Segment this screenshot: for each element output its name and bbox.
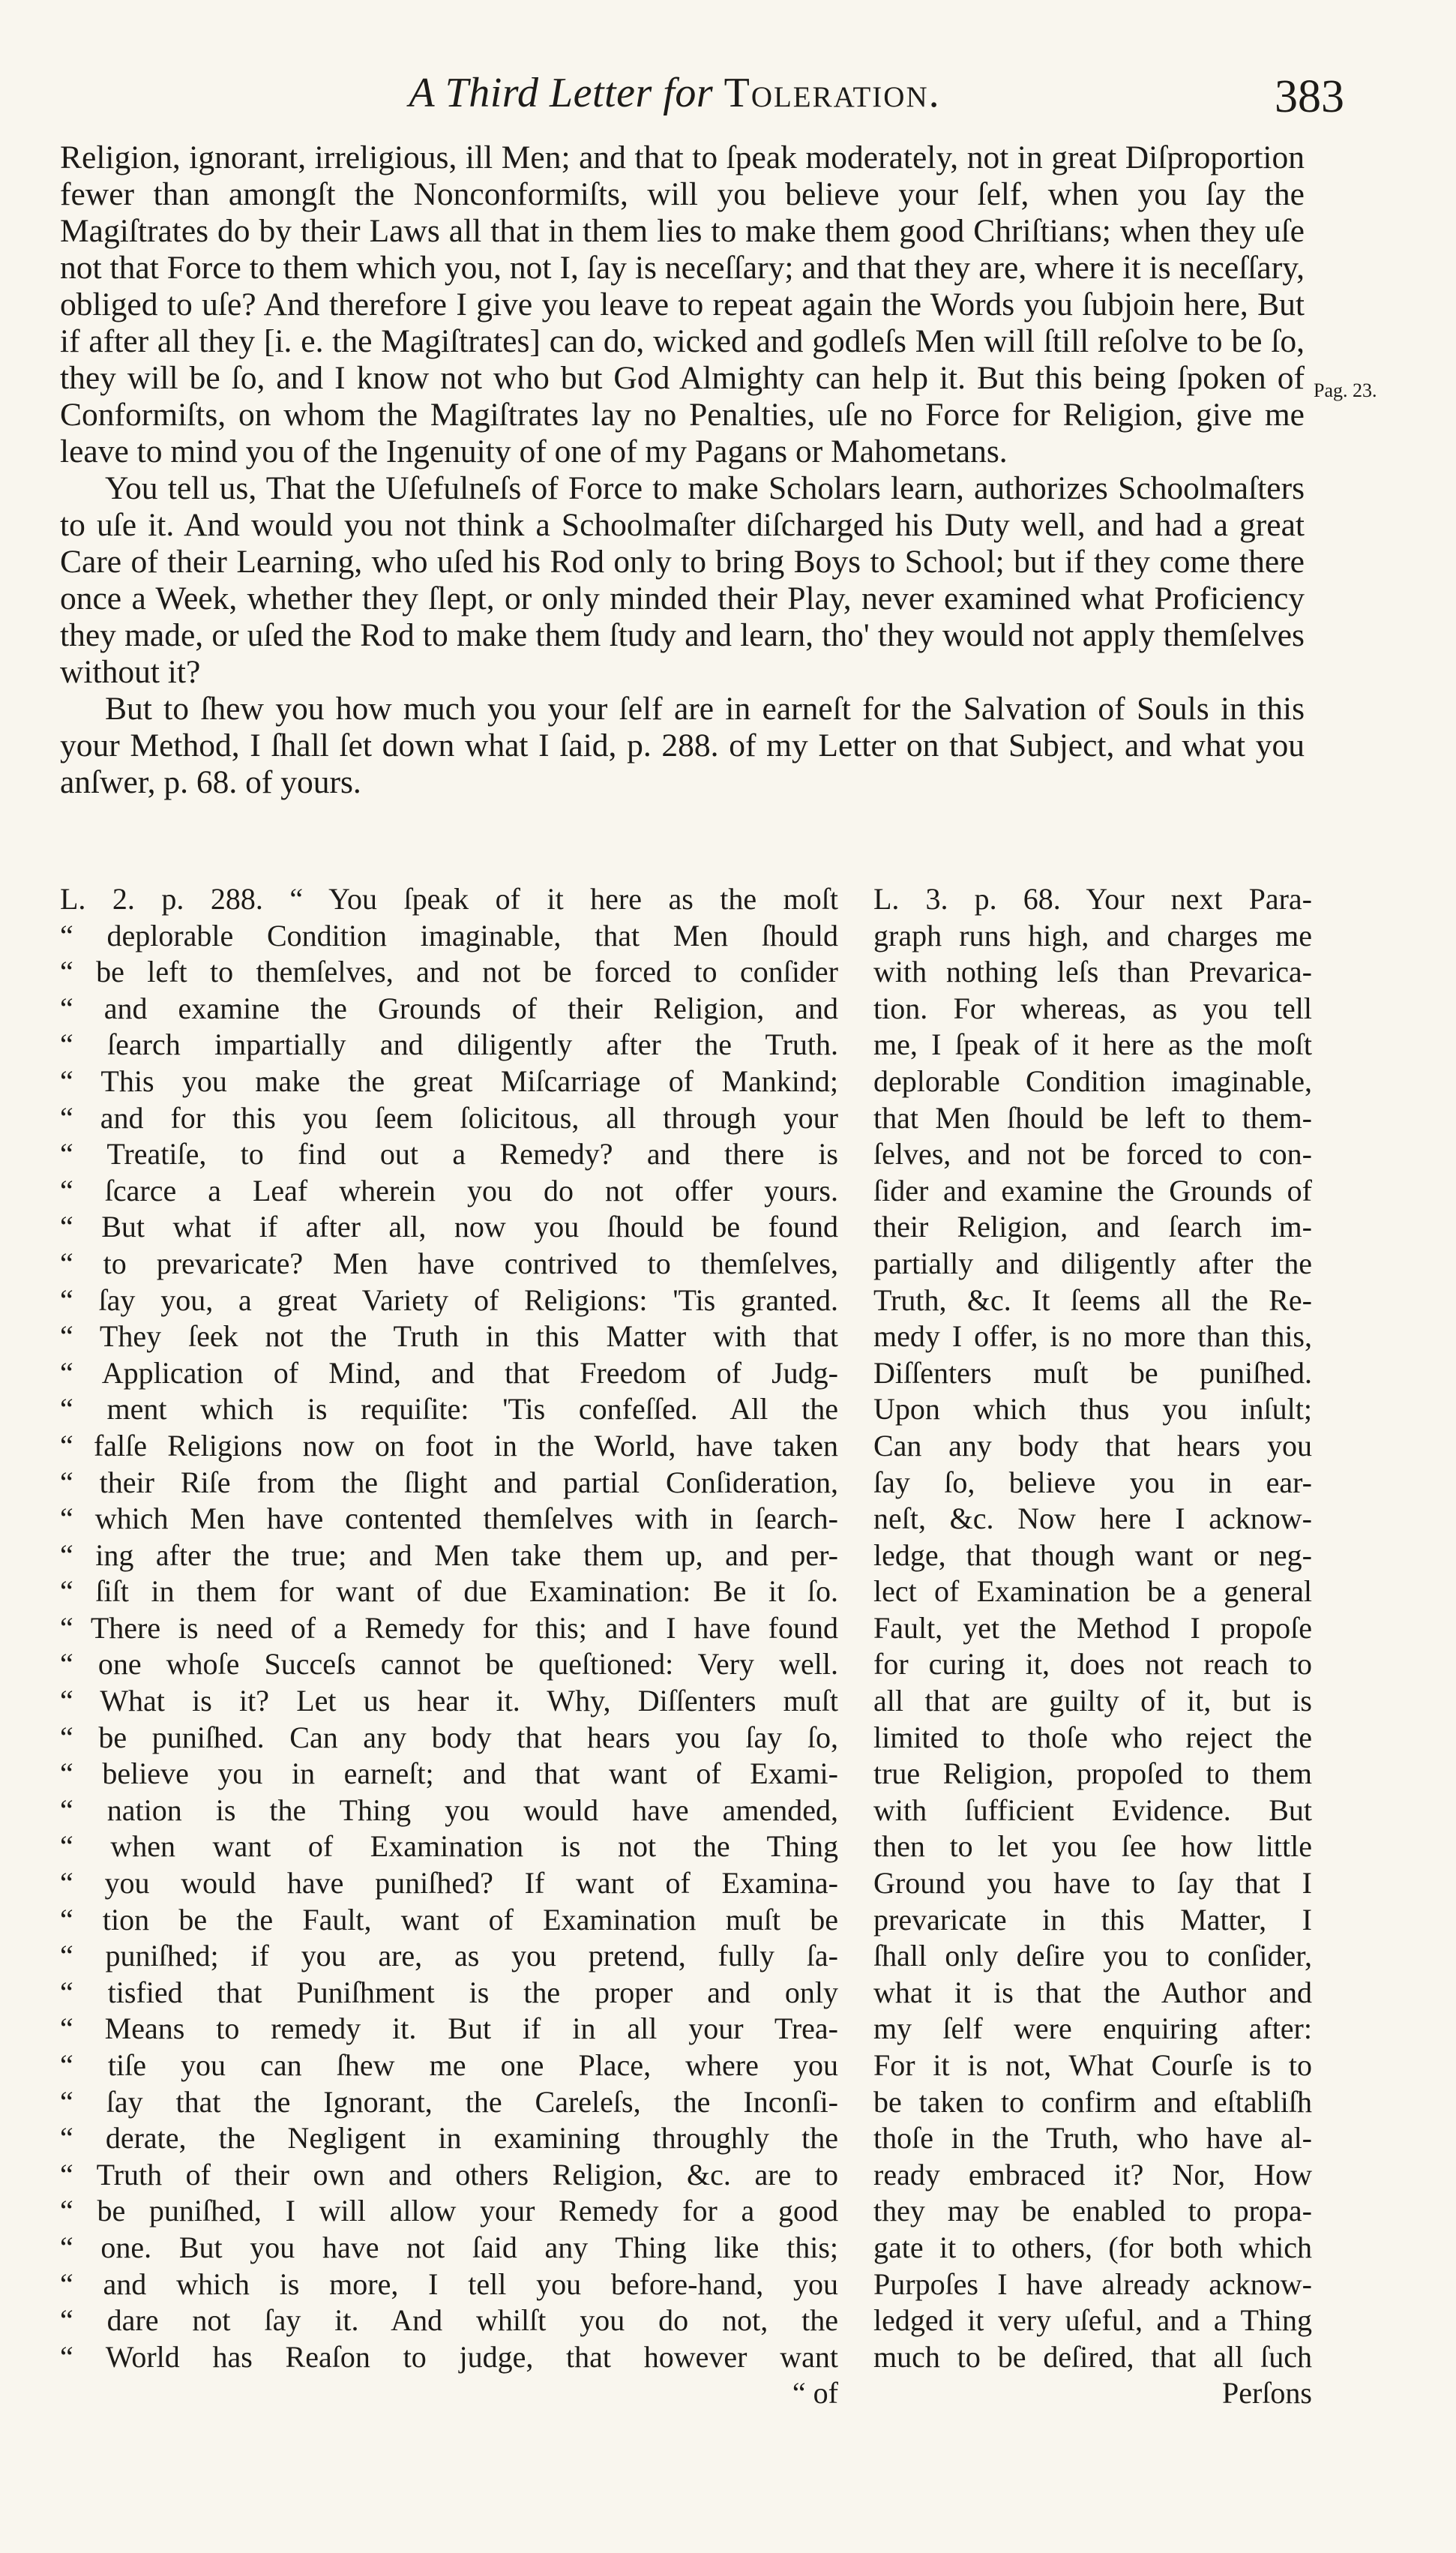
column-line: L. 2. p. 288. “ You ſpeak of it here as the moſt bbox=[60, 882, 838, 916]
column-line: “ nation is the Thing you would have amended, bbox=[60, 1792, 838, 1827]
column-line: my ſelf were enquiring after: bbox=[873, 2012, 1312, 2046]
margin-note: Pag. 23. bbox=[1314, 380, 1377, 401]
column-line: “ of bbox=[792, 2376, 838, 2410]
column-line: “ ſcarce a Leaf wherein you do not offer yours. bbox=[60, 1173, 838, 1208]
column-line: ſider and examine the Grounds of bbox=[873, 1173, 1312, 1208]
column-line: they may be enabled to propa- bbox=[873, 2194, 1312, 2228]
column-line: then to let you ſee how little bbox=[873, 1829, 1312, 1864]
column-line: “ ſearch impartially and diligently after the Truth. bbox=[60, 1028, 838, 1062]
column-line: “ deplorable Condition imaginable, that Men ſhould bbox=[60, 918, 838, 952]
column-line: be taken to confirm and eſtabliſh bbox=[873, 2084, 1312, 2119]
column-line: Perſons bbox=[1222, 2376, 1312, 2410]
column-line: “ There is need of a Remedy for this; and I have found bbox=[60, 1610, 838, 1645]
column-line: “ believe you in earneſt; and that want of Exami- bbox=[60, 1756, 838, 1791]
running-title-caps: Toleration. bbox=[724, 70, 941, 116]
paragraph: Religion, ignorant, irreligious, ill Men; and that to ſpeak moderately, not in great Diſproportion fewer than amongſt the Nonconformiſts, will you believe your ſelf, when you ſay the Magiſtrates do by their Laws all that in them lies to make them good Chriſtians; when they uſe not that Force to them which you, not I, ſay is neceſſary; and that they are, where it is neceſſary, obliged to uſe? And therefore I give you leave to repeat again the Words you ſubjoin here, But if after all they [i. e. the Magiſtrates] can do, wicked and godleſs Men will ſtill reſolve to be ſo, they will be ſo, and I know not who but God Almighty can help it. But this being ſpoken of Conformiſts, on whom the Magiſtrates lay no Penalties, uſe no Force for Religion, give me leave to mind you of the Ingenuity of one of my Pagans or Mahometans. bbox=[60, 140, 1305, 470]
column-line: “ Application of Mind, and that Freedom of Judg- bbox=[60, 1355, 838, 1390]
column-line: “ derate, the Negligent in examining throughly the bbox=[60, 2121, 838, 2156]
column-line: “ ment which is requiſite: 'Tis confeſſed. All the bbox=[60, 1392, 838, 1426]
column-line: “ puniſhed; if you are, as you pretend, fully ſa- bbox=[60, 1939, 838, 1973]
column-line: “ tion be the Fault, want of Examination muſt be bbox=[60, 1902, 838, 1936]
column-line: medy I offer, is no more than this, bbox=[873, 1319, 1312, 1354]
column-line: “ ſay that the Ignorant, the Careleſs, the Inconſi- bbox=[60, 2084, 838, 2119]
column-line: “ be puniſhed, I will allow your Remedy for a good bbox=[60, 2194, 838, 2228]
column-line: “ to prevaricate? Men have contrived to themſelves, bbox=[60, 1246, 838, 1280]
column-line: for curing it, does not reach to bbox=[873, 1647, 1312, 1682]
column-line: “ their Riſe from the ſlight and partial Conſideration, bbox=[60, 1465, 838, 1499]
column-line: “ This you make the great Miſcarriage of Mankind; bbox=[60, 1064, 838, 1098]
column-line: ſay ſo, believe you in ear- bbox=[873, 1465, 1312, 1499]
column-line: what it is that the Author and bbox=[873, 1975, 1312, 2009]
running-title bbox=[225, 69, 1125, 117]
column-line: limited to thoſe who reject the bbox=[873, 1720, 1312, 1754]
column-line: with nothing leſs than Prevarica- bbox=[873, 955, 1312, 989]
column-line: with ſufficient Evidence. But bbox=[873, 1792, 1312, 1827]
column-line: that Men ſhould be left to them- bbox=[873, 1100, 1312, 1135]
column-line: “ ing after the true; and Men take them up, and per- bbox=[60, 1538, 838, 1572]
column-line: “ dare not ſay it. And whilſt you do not, the bbox=[60, 2303, 838, 2338]
column-line: L. 3. p. 68. Your next Para- bbox=[873, 882, 1312, 916]
column-line: thoſe in the Truth, who have al- bbox=[873, 2121, 1312, 2156]
column-line: “ and for this you ſeem ſolicitous, all through your bbox=[60, 1100, 838, 1135]
page-header bbox=[0, 69, 1456, 136]
column-line: “ be left to themſelves, and not be forced to conſider bbox=[60, 955, 838, 989]
column-line: “ Truth of their own and others Religion, &c. are to bbox=[60, 2157, 838, 2192]
column-line: “ one whoſe Succeſs cannot be queſtioned: Very well. bbox=[60, 1647, 838, 1682]
column-line: “ be puniſhed. Can any body that hears you ſay ſo, bbox=[60, 1720, 838, 1754]
column-line: Can any body that hears you bbox=[873, 1428, 1312, 1462]
column-line: ledged it very uſeful, and a Thing bbox=[873, 2303, 1312, 2338]
column-line: “ you would have puniſhed? If want of Examina- bbox=[60, 1866, 838, 1900]
column-line: “ one. But you have not ſaid any Thing like this; bbox=[60, 2230, 838, 2264]
paragraph: You tell us, That the Uſefulneſs of Force to make Scholars learn, authorizes Schoolmaſters to uſe it. And would you not think a Schoolmaſter diſcharged his Duty well, and had a great Care of their Learning, who uſed his Rod only to bring Boys to School; but if they come there once a Week, whether they ſlept, or only minded their Play, never examined what Proficiency they made, or uſed the Rod to make them ſtudy and learn, tho' they would not apply themſelves without it? bbox=[60, 470, 1305, 690]
column-line: “ They ſeek not the Truth in this Matter with that bbox=[60, 1319, 838, 1354]
column-line: me, I ſpeak of it here as the moſt bbox=[873, 1028, 1312, 1062]
column-line: Upon which thus you inſult; bbox=[873, 1392, 1312, 1426]
column-line: true Religion, propoſed to them bbox=[873, 1756, 1312, 1791]
column-line: “ ſay you, a great Variety of Religions: 'Tis granted. bbox=[60, 1282, 838, 1317]
column-line: Truth, &c. It ſeems all the Re- bbox=[873, 1282, 1312, 1317]
column-line: ſhall only deſire you to conſider, bbox=[873, 1939, 1312, 1973]
column-line: For it is not, What Courſe is to bbox=[873, 2048, 1312, 2082]
column-line: “ falſe Religions now on foot in the World, have taken bbox=[60, 1428, 838, 1462]
column-line: “ World has Reaſon to judge, that however want bbox=[60, 2339, 838, 2374]
column-line: Fault, yet the Method I propoſe bbox=[873, 1610, 1312, 1645]
column-line: graph runs high, and charges me bbox=[873, 918, 1312, 952]
column-line: ready embraced it? Nor, How bbox=[873, 2157, 1312, 2192]
paragraph: But to ſhew you how much you your ſelf are in earneſt for the Salvation of Souls in this your Method, I ſhall ſet down what I ſaid, p. 288. of my Letter on that Subject, and what you anſwer, p. 68. of yours. bbox=[60, 691, 1305, 800]
column-line: gate it to others, (for both which bbox=[873, 2230, 1312, 2264]
column-line: all that are guilty of it, but is bbox=[873, 1684, 1312, 1718]
column-line: “ Treatiſe, to find out a Remedy? and there is bbox=[60, 1137, 838, 1172]
column-line: “ tisfied that Puniſhment is the proper and only bbox=[60, 1975, 838, 2009]
right-column-letter-3 bbox=[873, 881, 1312, 2412]
column-line: “ when want of Examination is not the Thing bbox=[60, 1829, 838, 1864]
column-line: Ground you have to ſay that I bbox=[873, 1866, 1312, 1900]
column-line: neſt, &c. Now here I acknow- bbox=[873, 1502, 1312, 1536]
column-line: partially and diligently after the bbox=[873, 1246, 1312, 1280]
column-line: Diſſenters muſt be puniſhed. bbox=[873, 1355, 1312, 1390]
column-line: deplorable Condition imaginable, bbox=[873, 1064, 1312, 1098]
left-column-letter-2 bbox=[60, 881, 838, 2412]
column-line: their Religion, and ſearch im- bbox=[873, 1210, 1312, 1244]
running-title-text: A Third Letter for bbox=[409, 70, 724, 116]
column-line: prevaricate in this Matter, I bbox=[873, 1902, 1312, 1936]
column-line: “ Means to remedy it. But if in all your Trea- bbox=[60, 2012, 838, 2046]
column-line: “ and which is more, I tell you before-hand, you bbox=[60, 2266, 838, 2301]
column-line: “ which Men have contented themſelves with in ſearch- bbox=[60, 1502, 838, 1536]
column-line: “ tiſe you can ſhew me one Place, where you bbox=[60, 2048, 838, 2082]
column-line: much to be deſired, that all ſuch bbox=[873, 2339, 1312, 2374]
column-line: “ ſiſt in them for want of due Examination: Be it ſo. bbox=[60, 1574, 838, 1609]
column-line: Purpoſes I have already acknow- bbox=[873, 2266, 1312, 2301]
column-line: “ and examine the Grounds of their Religion, and bbox=[60, 991, 838, 1025]
column-line: ſelves, and not be forced to con- bbox=[873, 1137, 1312, 1172]
column-line: “ But what if after all, now you ſhould be found bbox=[60, 1210, 838, 1244]
body-text bbox=[60, 140, 1305, 801]
column-line: “ What is it? Let us hear it. Why, Diſſenters muſt bbox=[60, 1684, 838, 1718]
column-line: tion. For whereas, as you tell bbox=[873, 991, 1312, 1025]
page-number: 383 bbox=[1275, 71, 1344, 122]
column-line: lect of Examination be a general bbox=[873, 1574, 1312, 1609]
column-line: ledge, that though want or neg- bbox=[873, 1538, 1312, 1572]
